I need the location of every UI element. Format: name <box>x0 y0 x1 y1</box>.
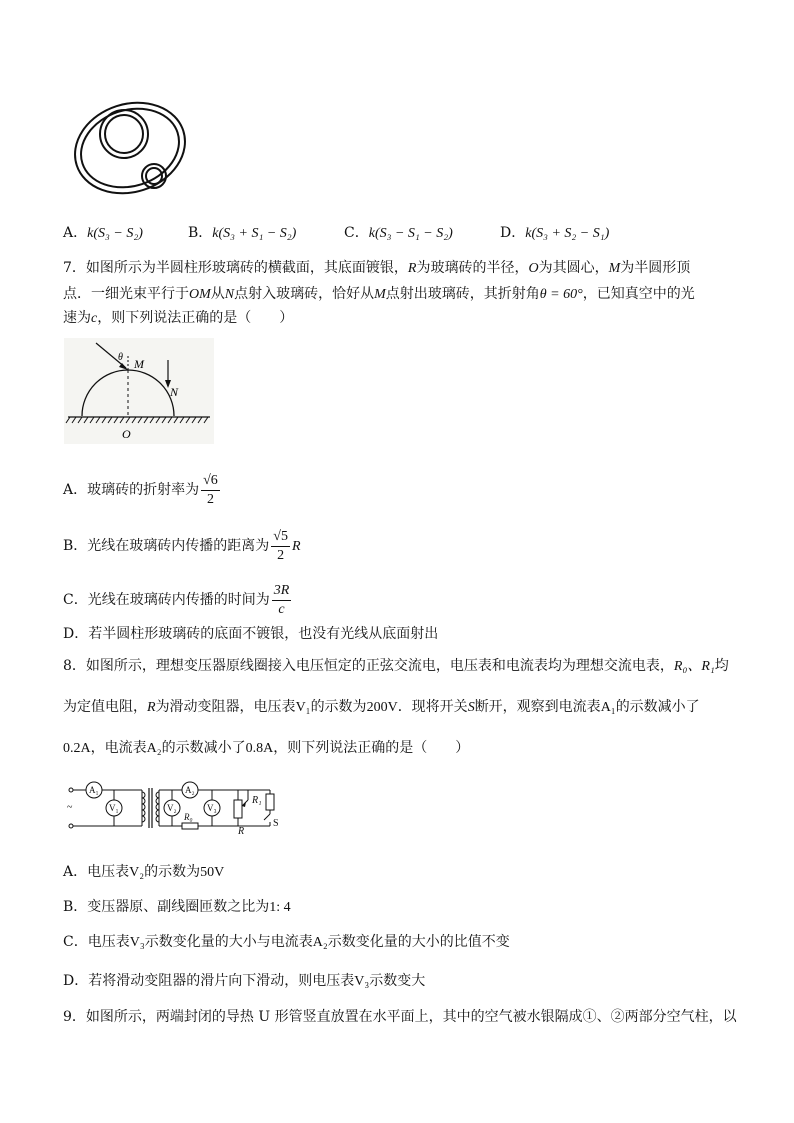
n-point-label: N <box>170 385 179 399</box>
m-point-label: M <box>134 357 144 371</box>
q8-stem-line-1: 8．如图所示，理想变压器原线圈接入电压恒定的正弦交流电，电压表和电流表均为理想交流电表，R₀、R₁均 <box>63 658 729 674</box>
q7-option-c: C．光线在玻璃砖内传播的时间为 $\frac{3R}{c}$ <box>63 582 290 617</box>
q9-stem-line-1: 9．如图所示，两端封闭的导热 U 形管竖直放置在水平面上，其中的空气被水银隔成①、②两部分空气柱，以 <box>63 1009 737 1025</box>
q8-stem-line-3: 0.2A，电流表A₂的示数减小了0.8A，则下列说法正确的是（ ） <box>63 740 470 756</box>
q8-option-a: A．电压表V₂的示数为50V <box>63 864 225 880</box>
a1-meter-label: A₁ <box>89 785 99 795</box>
q8-option-b: B．变压器原、副线圈匝数之比为1: 4 <box>63 899 291 915</box>
q6-option-c: C．k(S₃ − S₁ − S₂) <box>344 225 453 241</box>
q6-rings-figure <box>68 96 198 206</box>
q7-stem-line-3: 速为c，则下列说法正确的是（ ） <box>63 310 294 326</box>
q8-option-c: C．电压表V₃示数变化量的大小与电流表A₂示数变化量的大小的比值不变 <box>63 934 510 950</box>
r1-label: R₁ <box>252 795 262 806</box>
a2-meter-label: A₂ <box>185 785 195 795</box>
q6-option-a: A．k(S₃ − S₂) <box>63 225 143 241</box>
o-point-label: O <box>122 427 131 441</box>
v3-meter-label: V₃ <box>207 803 217 813</box>
q6-option-b: B．k(S₃ + S₁ − S₂) <box>188 225 297 241</box>
switch-label: S <box>273 818 279 829</box>
theta-label: θ <box>118 352 123 363</box>
q7-stem-line-2: 点．一细光束平行于OM从N点射入玻璃砖，恰好从M点射出玻璃砖，其折射角θ = 60°，已知真空中的光 <box>63 286 695 302</box>
r0-label: R₀ <box>184 812 193 822</box>
q7-semicircle-figure <box>64 338 214 444</box>
v2-meter-label: V₂ <box>167 803 177 813</box>
q8-option-d: D．若将滑动变阻器的滑片向下滑动，则电压表V₃示数变大 <box>63 973 426 989</box>
q8-circuit-diagram <box>62 776 282 846</box>
q7-option-a: A．玻璃砖的折射率为 $\frac{√6}{2}$ <box>63 472 218 507</box>
r-label: R <box>238 826 245 837</box>
q7-option-d: D．若半圆柱形玻璃砖的底面不镀银，也没有光线从底面射出 <box>63 626 439 642</box>
q7-stem-line-1: 7．如图所示为半圆柱形玻璃砖的横截面，其底面镀银，R为玻璃砖的半径，O为其圆心，M为半圆形顶 <box>63 260 691 276</box>
v1-meter-label: V₁ <box>109 803 119 813</box>
q8-stem-line-2: 为定值电阻，R为滑动变阻器，电压表V₁的示数为200V．现将开关S断开，观察到电流表A₁的示数减小了 <box>63 699 700 715</box>
ac-source-symbol: ~ <box>67 802 73 813</box>
q7-option-b: B．光线在玻璃砖内传播的距离为 $\frac{√5}{2}$ R <box>63 528 301 563</box>
q6-option-d: D．k(S₃ + S₂ − S₁) <box>500 225 610 241</box>
